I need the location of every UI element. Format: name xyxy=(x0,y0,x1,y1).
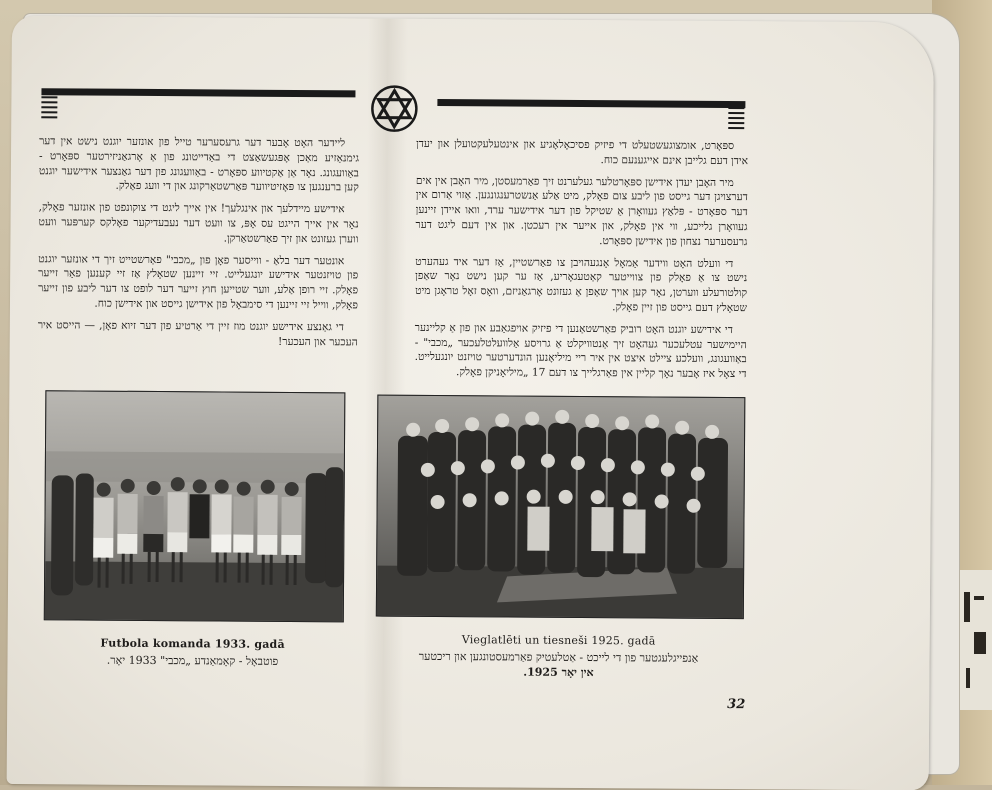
right-paragraph-4: די אידישע יוגנט האָט רוביק פאַרשטאַנען די פיזיק אויפגאַבע און פון אַ קליינער היימישער עטלעכער געהאָט זיך אַנטוויקלט אַ גרויסע אַלוועלטלעכער „מכבי" - באַוועגונג, וועלכע ציילט איצט אין איר ריי מיליאָנען הונדערטער טויזנט יונגעלייט. די צאָל איז אָבער נאָך קליין אין פאַרגלייך צו דעם 17 „מיליאָניקן פאָלק. xyxy=(414,321,746,383)
caption-right-yiddish-line2: אין יאָר 1925. xyxy=(375,665,741,681)
athletes-group-photo xyxy=(376,395,746,620)
caption-left-latvian: Futbola komanda 1933. gadā xyxy=(44,636,342,651)
left-paragraph-4: די גאַנצע אידישע יוגנט מוז זיין די אַרטיע פון דער זיוא פאָן, — הייסט איר העכער און העכער! xyxy=(38,318,358,350)
caption-right-yiddish-line1: אַנפייגלעגטער פון די לייכט - אַטלעטיק פאַרמעסטונגען און ריכטער xyxy=(375,650,741,666)
right-text-column xyxy=(414,137,748,389)
page-number: 32 xyxy=(727,697,745,712)
right-paragraph-1: ספּאָרט, אומצוגעשטעלט די פיזיק פסיכאָלאָגיע און אינטעלעקטועלן און יעדן אידן דעם גלייבן אינם אייגענעם כוח. xyxy=(416,137,748,169)
book-page xyxy=(7,16,934,790)
caption-right-latvian: Vieglatlēti un tiesneši 1925. gadā xyxy=(376,633,742,649)
header-bars-left xyxy=(41,96,57,121)
caption-left-yiddish: פוטבאָל - קאָמאַנדע „מכבי" 1933 יאָר. xyxy=(43,653,341,668)
left-paragraph-1: ליידער האָט אָבער דער גרעסערער טייל פון אונזער יוגנט נישט אין דער גימנאַזיע מאַכן אָפּגעשאַצט די באַדייטונג פון אַ אָרגאַניזירטער ספּאָרט - באַוועגונג. נאָר אַן אַקטיווע ספּאָרט - באַוועגונג פון דער גאַנצער אידישער יוגנט קען ברענגען צו פּאָזיטיווער פּאַרשטאַרקונג און די וועג פאַלק. xyxy=(39,134,359,195)
left-paragraph-2: אידישע מיידלעך און אינגלעך! אין אייך ליגט די צוקונפט פון אונזער פאָלק, נאָר אין אייך הייגט עס אָפּ, צו וועט דער נעבעדיקער פאָלקס קערפּער וועט ווערן געזונט און זיך פאַרשטאַרקן. xyxy=(38,200,358,247)
football-team-photo xyxy=(44,390,346,622)
star-of-david-emblem-icon xyxy=(370,85,418,133)
header-rule-right xyxy=(437,99,745,108)
header-bars-right xyxy=(728,107,744,132)
left-paragraph-3: אונטער דער בלאַ - ווייסער פאָן פון „מכבי" פאַרשטייט זיך די אונזער יוגנט פון טויזנטער אידישע יונגעלייט. זיי זיינען שטאָלץ אַז זיי קענען פאַר זייער פאָלק. זיי רופן אַלע, ווער שטייען חוץ זייער דער לופט צו דער ליבע פון זייער פאָלק, ווייל זיי זיינען די סימבאָל פון אידישן גייסט און אידישן כוח. xyxy=(38,252,358,313)
athletes-caption xyxy=(375,633,741,681)
header-rule-left xyxy=(41,88,355,97)
football-team-caption xyxy=(43,636,341,668)
background-card xyxy=(958,570,992,710)
right-paragraph-2: מיר האָבן יעדן אידישן ספּאָרטלער געלערנט זיך פאַרמעסטן, מיר האָבן אין אים דערצויגן דער גייסט פון ליבע צום פאָלק, מיט אַלע אַנשטרענגונגען. אַזוי אַרום אין דער ספּאָרט - פּלאַץ געוואָרן אַ שטיקל פון דער אידישער ערד, וואו איידן זיינען געוואָרן גלייכע, ווי אין פאָלק, און אייער אין רעכטן. און אין דעם ליגט דער גרעסערער נצחון פון אידישן ספּאָרט. xyxy=(415,173,748,249)
left-text-column xyxy=(38,134,360,357)
right-paragraph-3: די וועלט האָט ווידער אַמאָל אָנגעהויבן צו פאַרשטיין, אַז דער איד געהערט נישט צו אַ פאָלק פון צווייטער קאַטעגאָריע, אַז ער קען נישט נאָר שאַפן קולטורעלע ווערטן, נאָר קען אויך שאַפן אַ געזונט אָרגאַניזם, וואָס זאָל טראָגן מיט שטאָלץ דעם גייסט פון זיין פאָלק. xyxy=(415,254,747,316)
